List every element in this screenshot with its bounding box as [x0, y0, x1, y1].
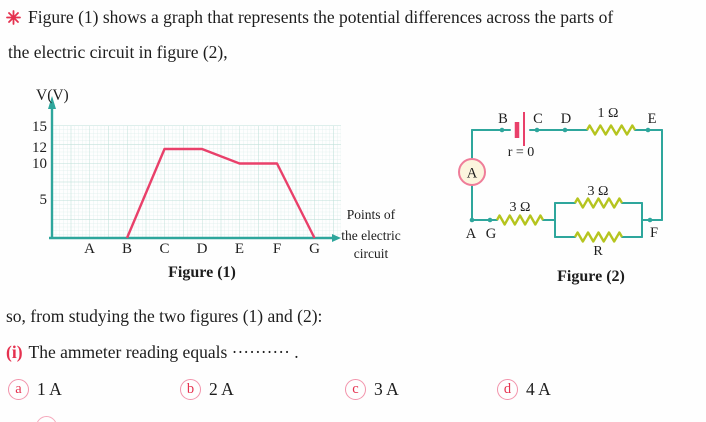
resistor-1ohm [587, 126, 635, 135]
option-a-circle[interactable]: a [8, 379, 29, 400]
resistor-3ohm-parallel [575, 199, 622, 208]
resistor-R [575, 233, 622, 242]
question-text: The ammeter reading equals ·········· . [28, 342, 299, 362]
y-tick-15: 15 [32, 119, 47, 135]
svg-text:circuit: circuit [353, 246, 389, 261]
node-dots [470, 128, 653, 223]
x-tick-labels [84, 241, 320, 257]
option-c-text: 3 A [374, 379, 399, 399]
option-b-circle[interactable]: b [180, 379, 201, 400]
y-tick-12: 12 [32, 140, 47, 156]
resistors [497, 126, 635, 242]
option-b-text: 2 A [209, 379, 234, 399]
x-tick-f: F [272, 241, 282, 257]
y-axis-title: V(V) [36, 87, 69, 104]
intro-line-1 [6, 7, 613, 30]
node-label-f: F [649, 225, 659, 241]
battery-icon [517, 112, 524, 146]
option-c-circle[interactable]: c [345, 379, 366, 400]
question-line [6, 342, 299, 363]
question-number: (i) [6, 342, 23, 362]
resistor-3ohm-series [497, 216, 543, 225]
lead-in-text: so, from studying the two figures (1) and (2): [6, 306, 323, 326]
option-d-text: 4 A [526, 379, 551, 399]
x-tick-e: E [234, 241, 245, 257]
intro-line-2: the electric circuit in figure (2), [8, 42, 228, 62]
circuit-wires [472, 130, 662, 237]
y-tick-labels [32, 119, 47, 208]
x-tick-b: B [121, 241, 133, 257]
figure-1-caption: Figure (1) [168, 264, 236, 281]
node-dot-e [646, 128, 651, 133]
figure-2-caption: Figure (2) [557, 268, 625, 285]
label-3ohm-series: 3 Ω [509, 200, 531, 215]
next-question-circle-peek [36, 416, 57, 422]
y-tick-5: 5 [39, 192, 47, 208]
node-dot-a [470, 218, 475, 223]
svg-text:Points of: Points of [346, 207, 396, 222]
figure-2-circuit [430, 95, 706, 290]
ammeter-label: A [466, 165, 478, 182]
node-label-e: E [647, 111, 657, 127]
figure-1-graph [0, 80, 420, 285]
option-a-text: 1 A [37, 379, 62, 399]
ammeter [459, 159, 485, 185]
node-dot-d [563, 128, 568, 133]
node-dot-c [535, 128, 540, 133]
node-dot-g [488, 218, 493, 223]
x-tick-a: A [84, 241, 95, 257]
label-1ohm: 1 Ω [597, 106, 619, 121]
option-d[interactable] [497, 379, 551, 400]
node-label-g: G [485, 226, 497, 242]
asterisk-icon [6, 9, 21, 30]
node-label-b: B [498, 111, 508, 127]
option-b[interactable] [180, 379, 234, 400]
node-dot-b [500, 128, 505, 133]
x-axis-title [341, 207, 401, 261]
node-label-c: C [533, 111, 543, 127]
x-tick-g: G [309, 241, 320, 257]
svg-text:the electric: the electric [341, 228, 401, 243]
x-tick-c: C [159, 241, 170, 257]
option-a[interactable] [8, 379, 62, 400]
label-R: R [593, 244, 603, 259]
label-3ohm-parallel: 3 Ω [587, 184, 609, 199]
node-dot-f [648, 218, 653, 223]
x-tick-d: D [196, 241, 208, 257]
intro-text-1: Figure (1) shows a graph that represents the potential differences across the parts of [28, 7, 614, 27]
y-tick-10: 10 [32, 156, 47, 172]
option-c[interactable] [345, 379, 399, 400]
option-d-circle[interactable]: d [497, 379, 518, 400]
node-label-d: D [560, 111, 572, 127]
node-label-a: A [465, 226, 477, 242]
label-internal-resistance: r = 0 [507, 145, 535, 160]
graph-grid-major [52, 126, 341, 239]
